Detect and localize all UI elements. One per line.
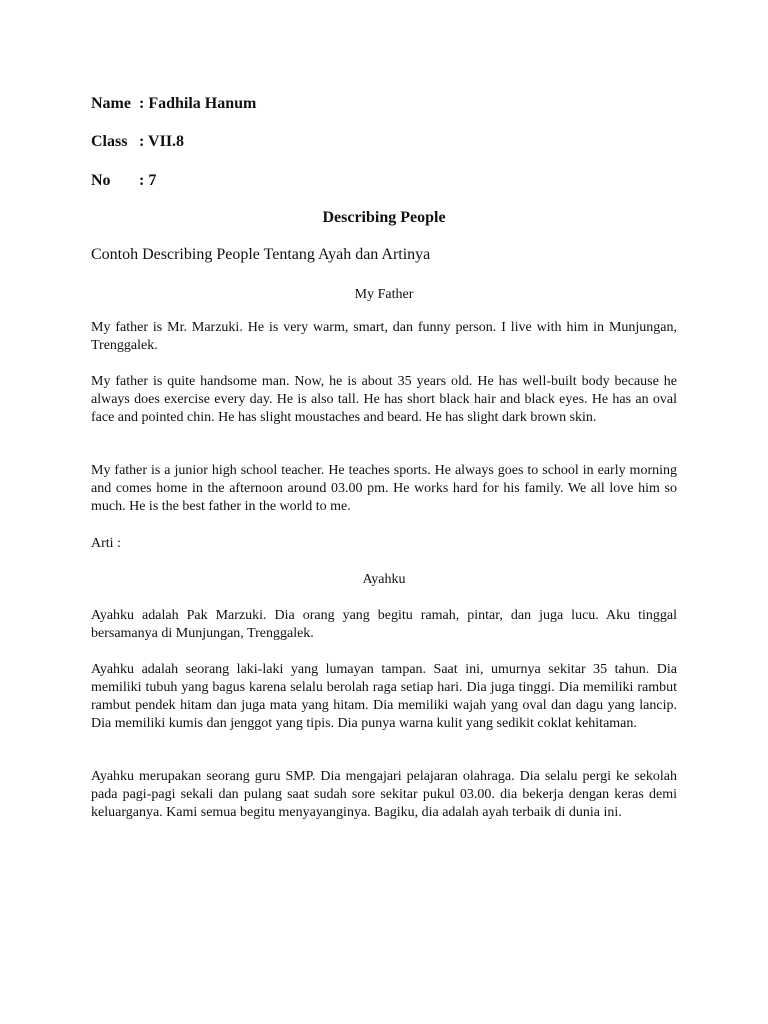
english-heading: My Father	[354, 287, 414, 302]
document-title: Describing People	[322, 209, 446, 226]
number-label: No	[91, 172, 111, 189]
indonesian-paragraph-3: Ayahku merupakan seorang guru SMP. Dia mengajari pelajaran olahraga. Dia selalu pergi ke sekolah pada pagi-pagi sekali dan pulang saat sudah sore sekitar pukul 03.00. dia bekerja dengan keras demi keluarganya. Kami semua begitu menyayanginya. Bagiku, dia adalah ayah terbaik di dunia ini.	[91, 769, 677, 820]
english-paragraph-2: My father is quite handsome man. Now, he is about 35 years old. He has well-built body because he always does exercise every day. He is also tall. He has short black hair and black eyes. He has an oval face and pointed chin. He has slight moustaches and beard. He has slight dark brown skin.	[91, 374, 677, 425]
name-label: Name	[91, 95, 131, 112]
indonesian-paragraph-2: Ayahku adalah seorang laki-laki yang lumayan tampan. Saat ini, umurnya sekitar 35 tahun. Dia memiliki tubuh yang bagus karena selalu berolah raga setiap hari. Dia juga tinggi. Dia memiliki rambut rambut pendek hitam dan juga mata yang hitam. Dia memiliki wajah yang oval dan dagu yang lancip. Dia memiliki kumis dan jenggot yang tipis. Dia punya warna kulit yang sedikit coklat kehitaman.	[91, 662, 677, 731]
class-label: Class	[91, 133, 128, 150]
number-value: : 7	[139, 172, 157, 189]
english-paragraph-1: My father is Mr. Marzuki. He is very warm, smart, dan funny person. I live with him in Munjungan, Trenggalek.	[91, 320, 677, 353]
english-paragraph-3: My father is a junior high school teacher. He teaches sports. He always goes to school in early morning and comes home in the afternoon around 03.00 pm. He works hard for his family. We all love him so much. He is the best father in the world to me.	[91, 463, 677, 514]
class-field	[91, 132, 184, 152]
indonesian-paragraph-1: Ayahku adalah Pak Marzuki. Dia orang yang begitu ramah, pintar, dan juga lucu. Aku tinggal bersamanya di Munjungan, Trenggalek.	[91, 608, 677, 641]
class-value: : VII.8	[139, 133, 185, 150]
indonesian-heading: Ayahku	[362, 572, 406, 587]
number-field	[91, 171, 156, 191]
arti-label: Arti :	[91, 536, 121, 551]
name-value: : Fadhila Hanum	[139, 95, 257, 112]
name-field	[91, 94, 256, 114]
document-subtitle: Contoh Describing People Tentang Ayah dan Artinya	[91, 246, 431, 263]
